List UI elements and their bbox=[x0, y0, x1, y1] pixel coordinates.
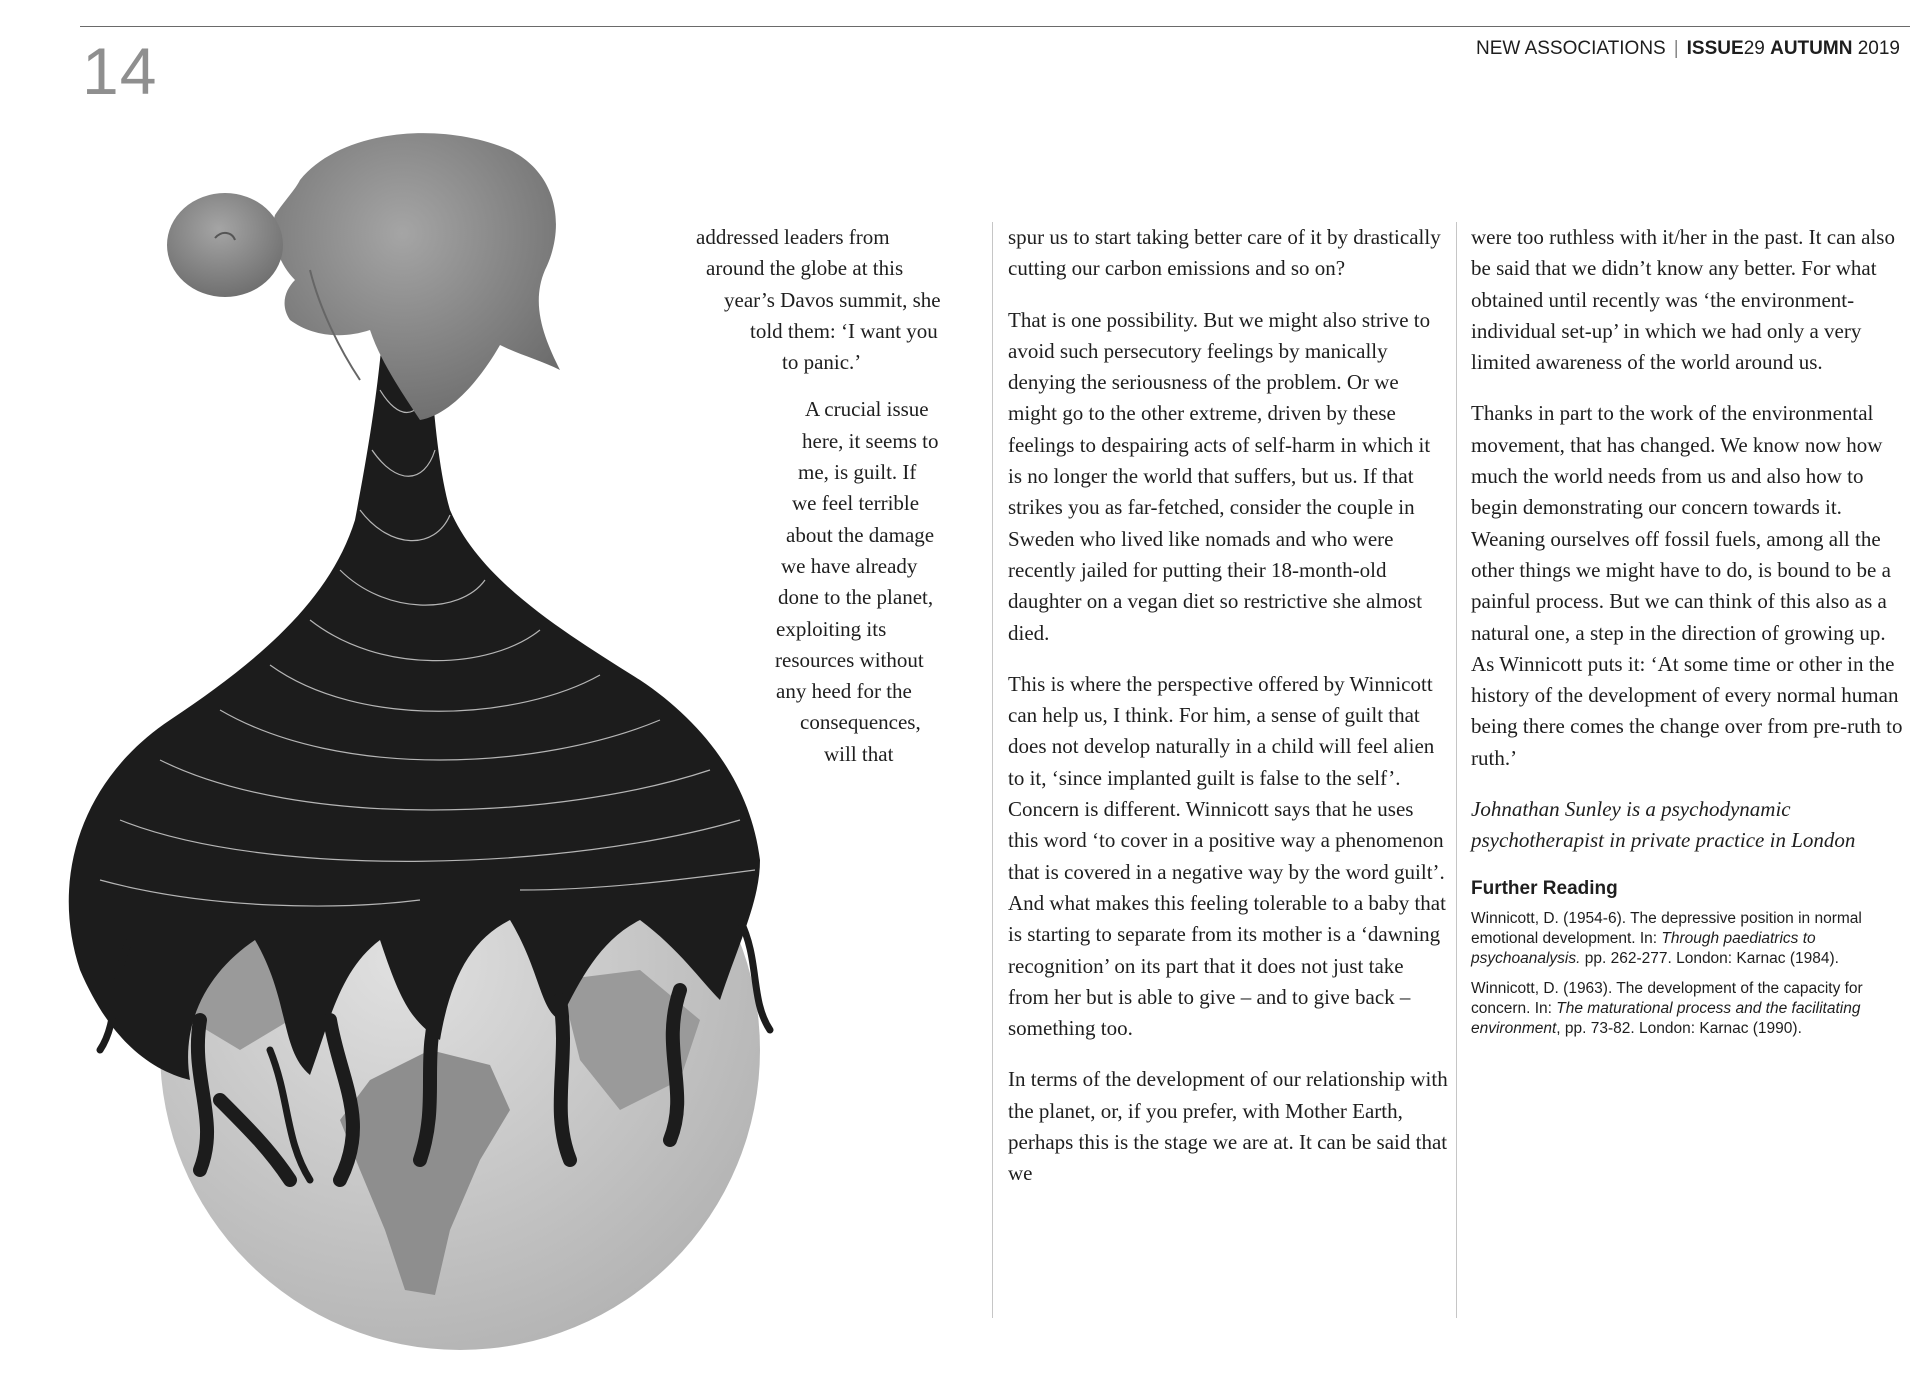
paragraph: spur us to start taking better care of it by drastically cutting our carbon emissions and so on? bbox=[1008, 225, 1441, 281]
reference-text: Winnicott, D. (1954-6). The depressive position in normal emotional development. In: bbox=[1471, 909, 1862, 947]
text-line: told them: ‘I want you bbox=[750, 318, 938, 343]
text-line: year’s Davos summit, she bbox=[724, 287, 941, 312]
reference-text: , pp. 73-82. London: Karnac (1990). bbox=[1556, 1019, 1802, 1037]
paragraph: were too ruthless with it/her in the past. It can also be said that we didn’t know any better. For what obtained until recently was ‘the environment-individual set-up’ in which we had only a very limited awareness of the world around us. bbox=[1471, 225, 1895, 375]
text-line: any heed for the bbox=[776, 679, 912, 704]
header-separator: | bbox=[1673, 38, 1679, 59]
text-line: exploiting its bbox=[776, 616, 887, 641]
paragraph: In terms of the development of our relationship with the planet, or, if you prefer, with Mother Earth, perhaps this is the stage we are at. It can be said that we bbox=[1008, 1067, 1448, 1186]
baby-figure bbox=[167, 133, 560, 420]
text-line: done to the planet, bbox=[778, 585, 934, 610]
text-line: will that bbox=[824, 741, 894, 766]
column-1 bbox=[680, 222, 980, 782]
paragraph: Thanks in part to the work of the environmental movement, that has changed. We know now how much the world needs from us and also how to begin demonstrating our concern towards it. Weaning ourselves off fossil fuels, among all the other things we might have to do, is bound to be a painful process. But we can think of this also as a natural one, a step in the direction of growing up. As Winnicott puts it: ‘At some time or other in the history of the development of every normal human being there comes the change over from pre-ruth to ruth.’ bbox=[1471, 401, 1903, 770]
publication-name: NEW ASSOCIATIONS bbox=[1476, 38, 1666, 59]
text-line: about the damage bbox=[786, 522, 935, 547]
column-3 bbox=[1471, 222, 1911, 1049]
issue-label: ISSUE bbox=[1686, 38, 1744, 59]
text-line: consequences, bbox=[800, 710, 921, 735]
text-line: me, is guilt. If bbox=[798, 460, 917, 485]
issue-number: 29 bbox=[1743, 38, 1765, 59]
year: 2019 bbox=[1857, 38, 1900, 59]
text-line: A crucial issue bbox=[805, 397, 929, 422]
page-number: 14 bbox=[82, 34, 158, 108]
header-rule bbox=[80, 26, 1910, 27]
column-divider bbox=[1456, 222, 1457, 1318]
column-2 bbox=[1008, 222, 1448, 1210]
reference-item bbox=[1471, 979, 1911, 1039]
running-header bbox=[1476, 38, 1900, 60]
text-line: resources without bbox=[775, 647, 924, 672]
paragraph: This is where the perspective offered by Winnicott can help us, I think. For him, a sense of guilt that does not develop naturally in a child will feel alien to it, ‘since implanted guilt is false to the self’. Concern is different. Winnicott says that he uses this word ‘to cover in a positive way a phenomenon that is covered in a negative way by the word guilt’. And what makes this feeling tolerable to a baby that is starting to separate from its mother is a ‘dawning recognition’ on its part that it does not just take from her but is able to give – and to give back – something too. bbox=[1008, 671, 1446, 1041]
text-line: to panic.’ bbox=[782, 350, 862, 375]
text-line: we have already bbox=[781, 553, 918, 578]
paragraph: That is one possibility. But we might also strive to avoid such persecutory feelings by manically denying the seriousness of the problem. Or we might go to the other extreme, driven by these feelings to despairing acts of self-harm in which it is no longer the world that suffers, but us. If that strikes you as far-fetched, consider the couple in Sweden who lived like nomads and who were recently jailed for putting their 18-month-old daughter on a vegan diet so restrictive she almost died. bbox=[1008, 307, 1431, 645]
further-reading-heading: Further Reading bbox=[1471, 877, 1618, 899]
text-line: here, it seems to bbox=[802, 428, 939, 453]
author-bio: Johnathan Sunley is a psychodynamic psychotherapist in private practice in London bbox=[1471, 797, 1856, 853]
column-divider bbox=[992, 222, 993, 1318]
text-line: we feel terrible bbox=[792, 491, 920, 516]
text-line: addressed leaders from bbox=[696, 225, 890, 249]
reference-text: pp. 262-277. London: Karnac (1984). bbox=[1580, 949, 1839, 967]
text-line: around the globe at this bbox=[706, 256, 904, 281]
season: AUTUMN bbox=[1770, 38, 1853, 59]
reference-title: Through paediatrics to psychoanalysis. bbox=[1471, 929, 1816, 967]
reference-title: The maturational process and the facilitating environment bbox=[1471, 999, 1861, 1037]
reference-item bbox=[1471, 909, 1911, 969]
reference-text: Winnicott, D. (1963). The development of the capacity for concern. In: bbox=[1471, 979, 1863, 1017]
